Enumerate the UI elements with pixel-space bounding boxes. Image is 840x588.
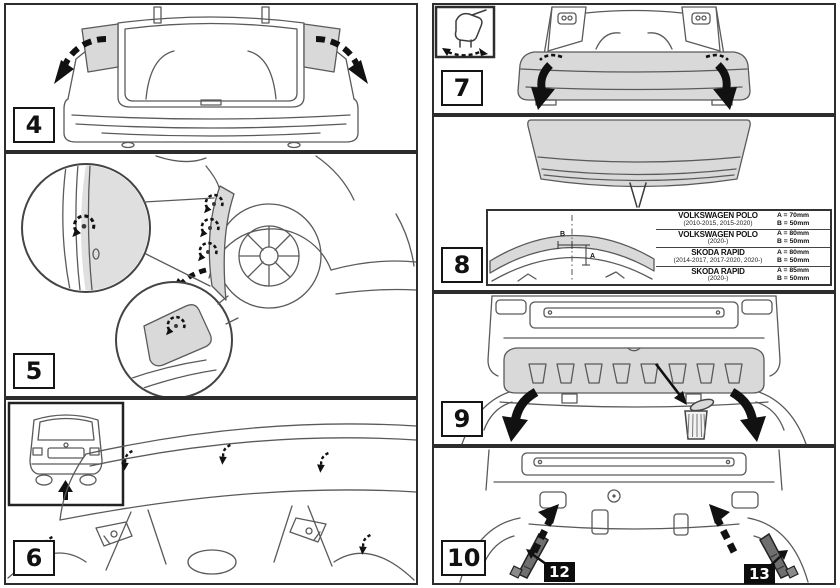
step-number: 4	[25, 111, 43, 139]
vehicle-years: (2020-)	[707, 275, 729, 283]
step-number-badge	[13, 353, 55, 389]
step-number: 10	[447, 544, 481, 572]
step-7-illustration-bumper-removal	[434, 5, 834, 113]
insert-arrow-left	[534, 504, 559, 552]
table-row	[656, 248, 830, 267]
dim-a-value: A = 80mm	[777, 248, 810, 256]
removed-bumper-shaded	[528, 120, 750, 187]
removal-arrow-left	[502, 392, 536, 442]
step-10-illustration-bracket-install	[434, 448, 834, 583]
pry-clip-icon-box	[436, 7, 494, 57]
step-5-illustration-wheel-arch-liner-screws	[6, 154, 416, 396]
dim-a-value: A = 80mm	[777, 230, 810, 238]
magnifier-top-screw-detail	[22, 164, 214, 294]
step-number: 9	[453, 405, 471, 433]
step-number: 6	[25, 544, 43, 572]
vehicle-years: (2010-2015, 2015-2020)	[683, 219, 753, 227]
step-5-panel	[4, 152, 418, 398]
vehicle-years: (2020-)	[707, 238, 729, 246]
dim-a-value: A = 85mm	[777, 267, 810, 275]
step-number-badge	[441, 401, 483, 437]
underside-outline	[460, 450, 808, 582]
vehicle-model: SKODA RAPID	[691, 248, 745, 258]
insert-arrow-right	[709, 504, 734, 552]
table-row	[656, 211, 830, 230]
bracket-part-12	[510, 534, 548, 578]
bumper-shaded	[518, 52, 750, 105]
unscrew-arrow-icon	[219, 445, 230, 465]
step-6-illustration-bumper-underside-screws	[6, 400, 416, 583]
step-number: 5	[25, 357, 43, 385]
valance-shaded-part	[504, 348, 764, 393]
dimension-a-label: A	[590, 253, 596, 260]
step-number-badge	[441, 70, 483, 106]
step-9-illustration-valance-removal	[434, 294, 834, 444]
dim-b-value: B = 50mm	[777, 238, 810, 246]
dim-a-value: A = 70mm	[777, 211, 810, 219]
step-10-panel	[432, 446, 836, 585]
step-number: 8	[453, 251, 471, 279]
step-8-panel	[432, 115, 836, 292]
magnifier-bottom-flap-detail	[116, 282, 238, 396]
bumper-cut-sketch	[488, 211, 656, 284]
cut-dimension-subpanel	[486, 209, 832, 286]
step-number-badge	[441, 247, 483, 283]
vehicle-model: VOLKSWAGEN POLO	[678, 211, 758, 221]
unscrew-arrow-icon	[317, 453, 328, 473]
vehicle-model: VOLKSWAGEN POLO	[678, 229, 758, 239]
step-7-panel	[432, 3, 836, 115]
hatch-rear-outline	[544, 7, 724, 55]
step-9-panel	[432, 292, 836, 446]
part-13-label: 13	[744, 564, 775, 584]
step-number-badge	[13, 540, 55, 576]
taillight-left	[82, 24, 118, 72]
dimension-lines	[558, 241, 590, 265]
removal-arrow-right	[732, 392, 766, 442]
dim-b-value: B = 50mm	[777, 219, 810, 227]
step-number: 7	[453, 74, 471, 102]
part-12-label: 12	[544, 562, 575, 582]
table-row	[656, 267, 830, 285]
vehicle-years: (2014-2017, 2017-2020, 2020-)	[673, 256, 763, 264]
taillight-right	[304, 24, 340, 72]
bumper-arc-sketch	[488, 211, 656, 284]
vehicle-model: SKODA RAPID	[691, 266, 745, 276]
step-4-illustration-sedan-taillight-removal	[6, 5, 416, 150]
step-6-panel	[4, 398, 418, 585]
unscrew-arrow-icon	[359, 535, 370, 555]
dimension-b-label: B	[560, 231, 566, 238]
step-4-panel	[4, 3, 418, 152]
step-number-badge	[441, 540, 486, 576]
table-row	[656, 230, 830, 249]
dim-b-value: B = 50mm	[777, 256, 810, 264]
dim-b-value: B = 50mm	[777, 275, 810, 283]
view-direction-inset	[9, 403, 123, 505]
step-number-badge	[13, 107, 55, 143]
cut-dimensions-table	[656, 211, 830, 284]
